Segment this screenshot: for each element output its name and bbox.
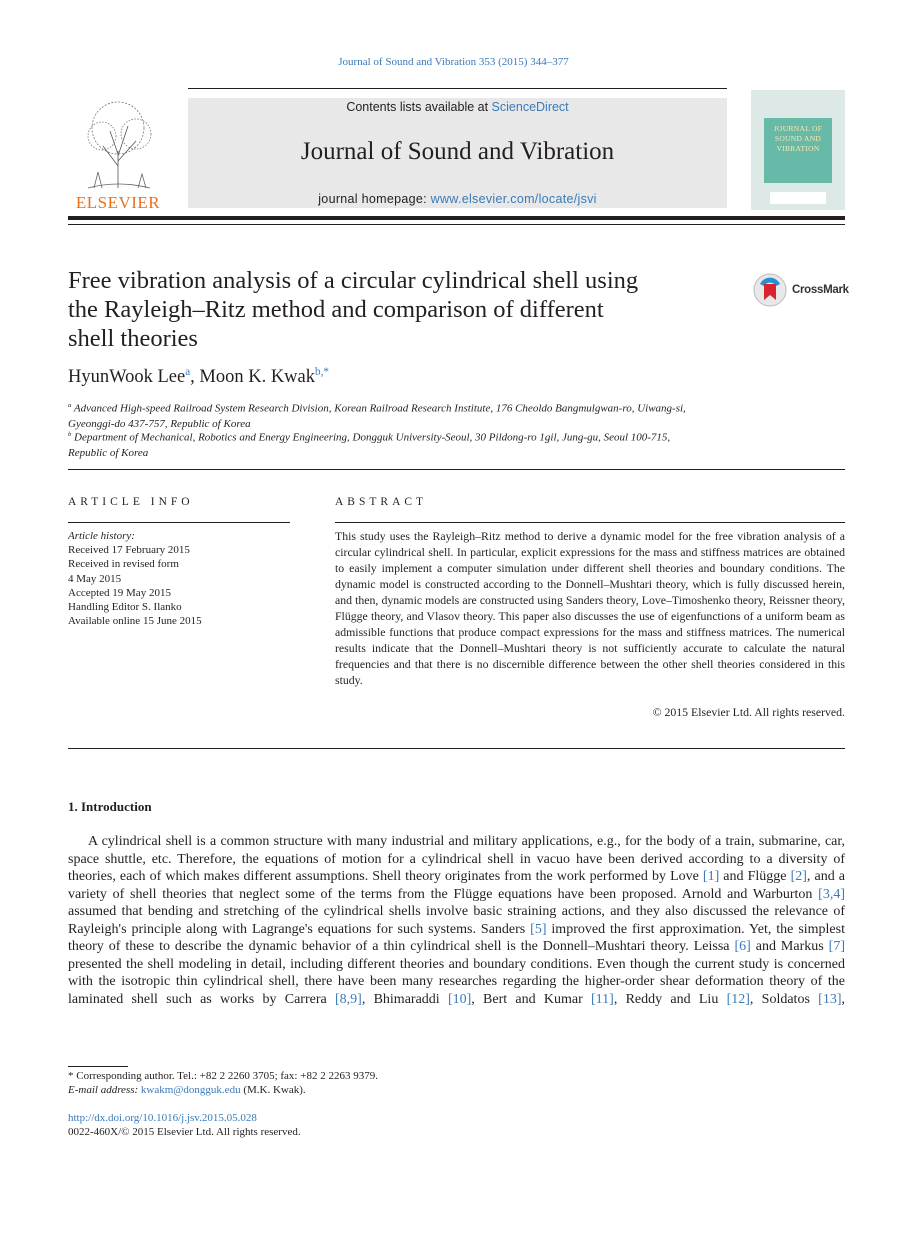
header-thick-rule (68, 216, 845, 220)
citation-link[interactable]: [6] (734, 939, 751, 954)
article-info-rule (68, 522, 290, 523)
introduction-paragraph (68, 833, 845, 1008)
author-affiliation-marker[interactable]: b,* (315, 366, 329, 378)
history-item: Accepted 19 May 2015 (68, 586, 171, 599)
email-link[interactable]: kwakm@dongguk.edu (140, 1084, 241, 1096)
paragraph-text: and Flügge (719, 869, 791, 884)
affiliation-text: Republic of Korea (68, 446, 149, 459)
section-divider (68, 469, 845, 470)
paragraph-text: A cylindrical shell is a common structure with many industrial and military applications, e.g., for the body of a train, submarine, car, space shuttle, etc. Therefore, the equations of motion for a cylindrical shell in vacuo have been derived according to a diversity of theories, each of which makes different assumptions. Shell theory originates from the work performed by Love (68, 834, 845, 884)
title-line: the Rayleigh–Ritz method and comparison of different (68, 296, 604, 323)
issn-copyright: 0022-460X/© 2015 Elsevier Ltd. All rights reserved. (68, 1126, 301, 1138)
affiliation-text: Advanced High-speed Railroad System Research Division, Korean Railroad Research Institute, 176 Cheoldo Bangmulgwan-ro, Uiwang-si, (73, 402, 686, 415)
author-name[interactable]: HyunWook Lee (68, 367, 186, 388)
history-item: 4 May 2015 (68, 572, 122, 585)
journal-cover-footer (770, 192, 826, 204)
citation-link[interactable]: [13] (818, 991, 842, 1007)
affiliation-marker: b (68, 431, 72, 438)
paragraph-text: presented the shell modeling in detail, including different theories and boundary conditions. Even though the current study is concerned with the isotropic thin cylindrical shell, there have been many researches regarding the higher-order shear deformation theory of the laminated shell such as works by Carrera (68, 956, 845, 1007)
paragraph-text: , (841, 991, 845, 1007)
abstract-heading: ABSTRACT (335, 496, 428, 508)
citation-link[interactable]: [5] (530, 921, 547, 937)
section-heading-introduction: 1. Introduction (68, 799, 152, 814)
citation-link[interactable]: [3,4] (818, 886, 845, 902)
history-item: Available online 15 June 2015 (68, 615, 202, 628)
author-separator: , (190, 367, 200, 388)
citation-link[interactable]: [10] (447, 991, 472, 1007)
crossmark-label[interactable]: CrossMark (792, 284, 849, 296)
citation-link[interactable]: [11] (591, 991, 614, 1007)
history-item: Received in revised form (68, 558, 179, 571)
citation-link[interactable]: [1] (702, 869, 720, 884)
email-note (68, 1084, 306, 1096)
article-history (68, 529, 298, 628)
paragraph-text: improved the first approximation. Yet, the simplest theory of these to describe the dynamic behavior of a thin cylindrical shell is the Donnell–Mushtari theory. Leissa (68, 921, 845, 954)
affiliation-b (68, 427, 748, 461)
email-suffix: (M.K. Kwak). (240, 1084, 306, 1096)
journal-cover-title: JOURNAL OF SOUND AND VIBRATION (773, 124, 823, 153)
paragraph-text: assumed that bending and stretching of the cylindrical shells involve basic straining actions, and they also discussed the relevance of Rayleigh's principle along with Lagrange's equations for such systems. Sanders (68, 904, 845, 937)
citation-link[interactable]: [2] (790, 869, 807, 884)
citation-link[interactable]: [12] (726, 991, 750, 1007)
paragraph-text: , and a variety of shell theories that neglect some of the terms from the Flügge equations have been proposed. Arnold and Warburton (68, 869, 845, 902)
abstract-rule (335, 522, 845, 523)
paragraph-text: , Reddy and Liu (613, 991, 727, 1007)
article-title (68, 266, 708, 353)
footnote-rule (68, 1066, 128, 1067)
header-top-rule (188, 88, 727, 89)
header-thin-rule (68, 224, 845, 225)
abstract-paragraph: This study uses the Rayleigh–Ritz method to derive a dynamic model for the free vibration analysis of a circular cylindrical shell. In particular, explicit expressions for the mass and stiffness matrices are obtained to easily implement a computer simulation under different shell theories and boundary conditions. The dynamic model is constructed according to the Donnell–Mushtari theory, which is fully discussed herein, and then, dynamic models are constructed using Sanders theory, Love–Timoshenko theory, Reissner theory, Flügge theory, and Vlasov theory. This paper also discusses the use of eigenfunctions of a uniform beam as admissible functions that produce compact expressions for the mass and stiffness matrices. The numerical results indicate that the Donnell–Mushtari theory is not sufficiently accurate to calculate the natural frequencies and that there is no discernible difference between the other shell theories considered in this study. (335, 529, 845, 687)
journal-name: Journal of Sound and Vibration (300, 138, 615, 165)
article-info-heading: ARTICLE INFO (68, 496, 194, 508)
affiliation-marker: a (68, 402, 72, 409)
contents-line (188, 100, 727, 114)
email-label: E-mail address: (68, 1084, 141, 1096)
author-list (68, 366, 329, 388)
citation-link[interactable]: [8,9] (334, 991, 362, 1007)
paragraph-text: , Soldatos (749, 991, 819, 1007)
paragraph-text: , Bhimaraddi (361, 991, 448, 1007)
sciencedirect-link[interactable]: ScienceDirect (491, 100, 569, 114)
paragraph-text: and Markus (750, 939, 829, 954)
abstract-text (335, 528, 845, 688)
paragraph-text: , Bert and Kumar (471, 991, 592, 1007)
history-item: Received 17 February 2015 (68, 544, 190, 557)
history-label: Article history: (68, 530, 135, 542)
homepage-prefix: journal homepage: (318, 192, 431, 206)
title-line: shell theories (68, 325, 198, 352)
title-line: Free vibration analysis of a circular cylindrical shell using (68, 267, 639, 294)
journal-citation[interactable]: Journal of Sound and Vibration 353 (2015) 344–377 (338, 56, 569, 68)
homepage-line (188, 192, 727, 206)
abstract-copyright: © 2015 Elsevier Ltd. All rights reserved. (652, 705, 845, 719)
affiliation-text: Gyeonggi-do 437-757, Republic of Korea (68, 417, 251, 430)
corresponding-author-note: * Corresponding author. Tel.: +82 2 2260 3705; fax: +82 2 2263 9379. (68, 1070, 378, 1082)
publisher-name: ELSEVIER (75, 193, 161, 212)
contents-prefix: Contents lists available at (346, 100, 492, 114)
doi-link[interactable]: http://dx.doi.org/10.1016/j.jsv.2015.05.028 (68, 1112, 257, 1124)
affiliation-text: Department of Mechanical, Robotics and Energy Engineering, Dongguk University-Seoul, 30 Pildong-ro 1gil, Jung-gu, Seoul 100-715, (74, 431, 671, 444)
author-name[interactable]: Moon K. Kwak (199, 367, 316, 388)
author-affiliation-marker[interactable]: a (185, 366, 191, 378)
homepage-link[interactable]: www.elsevier.com/locate/jsvi (430, 192, 597, 206)
history-item: Handling Editor S. Ilanko (68, 601, 182, 614)
citation-link[interactable]: [7] (828, 939, 845, 954)
section-divider (68, 748, 845, 749)
